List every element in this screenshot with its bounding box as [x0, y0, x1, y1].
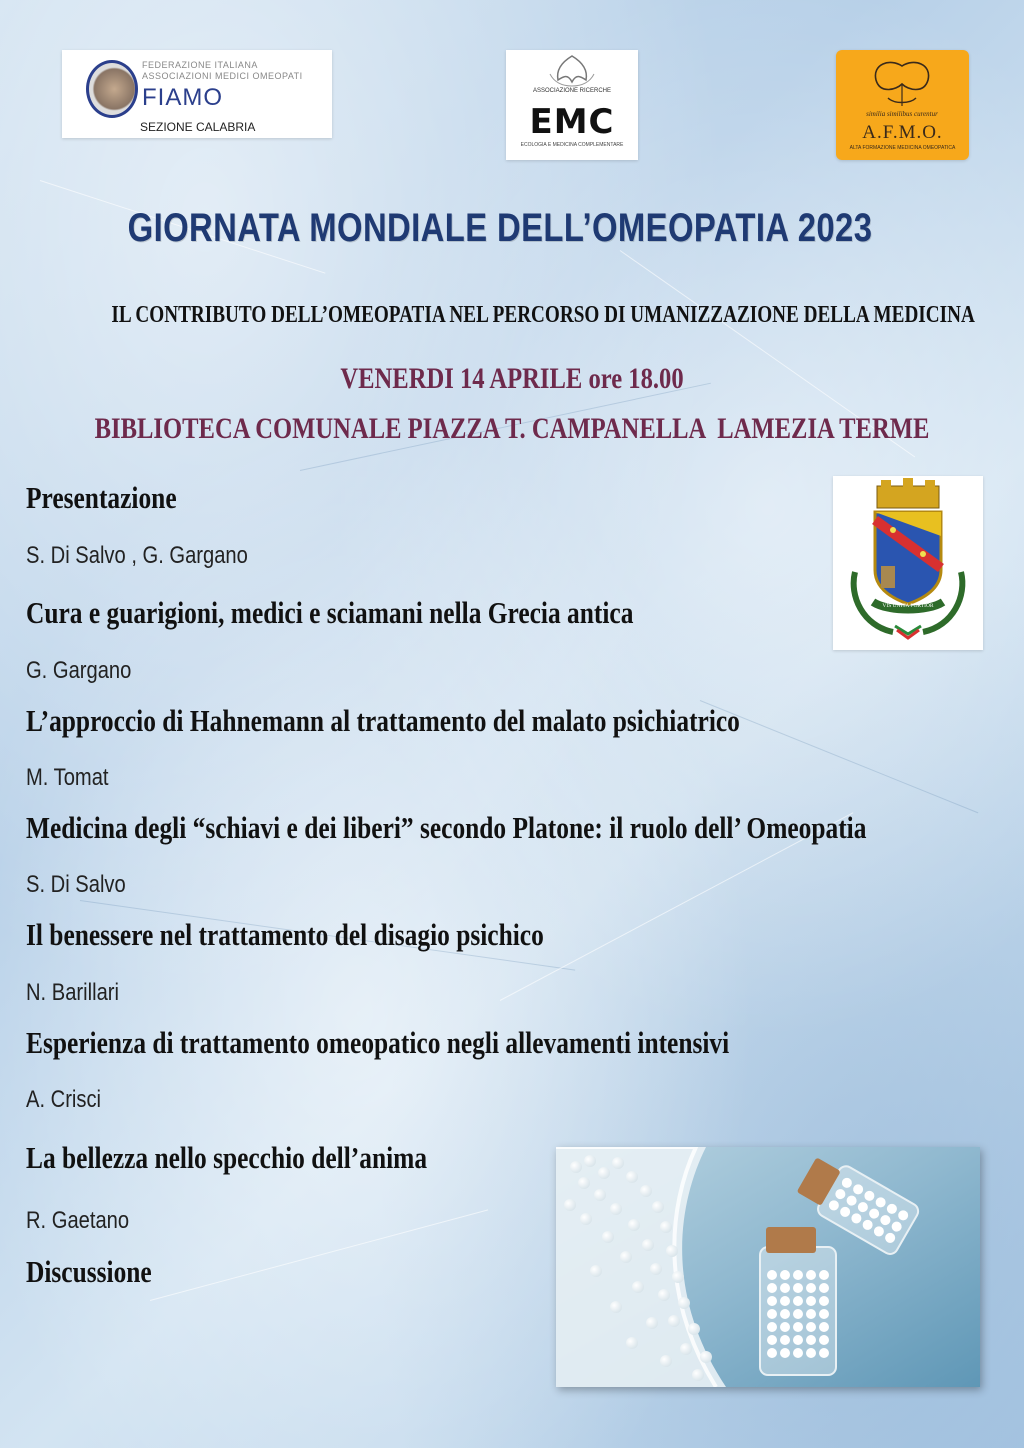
page-title: GIORNATA MONDIALE DELL’OMEOPATIA 2023	[127, 206, 873, 250]
closing-title: Discussione	[26, 1254, 152, 1289]
pills-photo	[556, 1147, 980, 1387]
program-speaker: R. Gaetano	[26, 1207, 130, 1234]
emc-logo	[506, 50, 638, 160]
fiamo-section: SEZIONE CALABRIA	[140, 120, 256, 134]
crest-motto: VIS UNITA FORTIOR	[882, 603, 934, 609]
program-speaker: S. Di Salvo , G. Gargano	[26, 542, 248, 569]
program-speaker: N. Barillari	[26, 979, 119, 1006]
program-title: Medicina degli “schiavi e dei liberi” secondo Platone: il ruolo dell’ Omeopatia	[26, 810, 867, 845]
program-speaker: A. Crisci	[26, 1086, 102, 1113]
lamezia-crest	[833, 476, 983, 650]
program-title: Presentazione	[26, 480, 177, 515]
program-title: Esperienza di trattamento omeopatico negli allevamenti intensivi	[26, 1025, 730, 1060]
afmo-logo	[836, 50, 969, 160]
program-speaker: S. Di Salvo	[26, 871, 126, 898]
flower-icon	[836, 54, 969, 124]
program-speaker: M. Tomat	[26, 764, 109, 791]
program-title: Il benessere nel trattamento del disagio psichico	[26, 917, 544, 952]
event-date: VENERDI 14 APRILE ore 18.00	[340, 362, 684, 395]
paper-crease	[700, 700, 979, 813]
crest-icon	[833, 476, 983, 650]
fiamo-logo	[62, 50, 332, 138]
leaf-icon	[506, 52, 638, 92]
afmo-name: A.F.M.O.	[862, 122, 943, 143]
afmo-subtitle: ALTA FORMAZIONE MEDICINA OMEOPATICA	[849, 145, 956, 151]
fiamo-federation-text: FEDERAZIONE ITALIANA ASSOCIAZIONI MEDICI OMEOPATI	[142, 60, 303, 81]
fiamo-portrait-icon	[86, 60, 138, 118]
emc-association-text: ASSOCIAZIONE RICERCHE	[532, 88, 611, 94]
program-speaker: G. Gargano	[26, 657, 132, 684]
program-title: La bellezza nello specchio dell’anima	[26, 1140, 428, 1175]
page-subtitle: IL CONTRIBUTO DELL’OMEOPATIA NEL PERCORSO DI UMANIZZAZIONE DELLA MEDICINA	[111, 302, 975, 328]
program-title: Cura e guarigioni, medici e sciamani nella Grecia antica	[26, 595, 634, 630]
fiamo-name: FIAMO	[142, 84, 223, 111]
pills-image	[556, 1147, 980, 1387]
event-place: BIBLIOTECA COMUNALE PIAZZA T. CAMPANELLA LAMEZIA TERME	[94, 412, 930, 445]
emc-name: EMC	[529, 102, 615, 142]
program-title: L’approccio di Hahnemann al trattamento del malato psichiatrico	[26, 703, 740, 738]
paper-crease	[150, 1209, 488, 1301]
afmo-motto: similia similibus curentur	[866, 110, 938, 118]
emc-subtitle: ECOLOGIA E MEDICINA COMPLEMENTARE	[520, 142, 624, 148]
